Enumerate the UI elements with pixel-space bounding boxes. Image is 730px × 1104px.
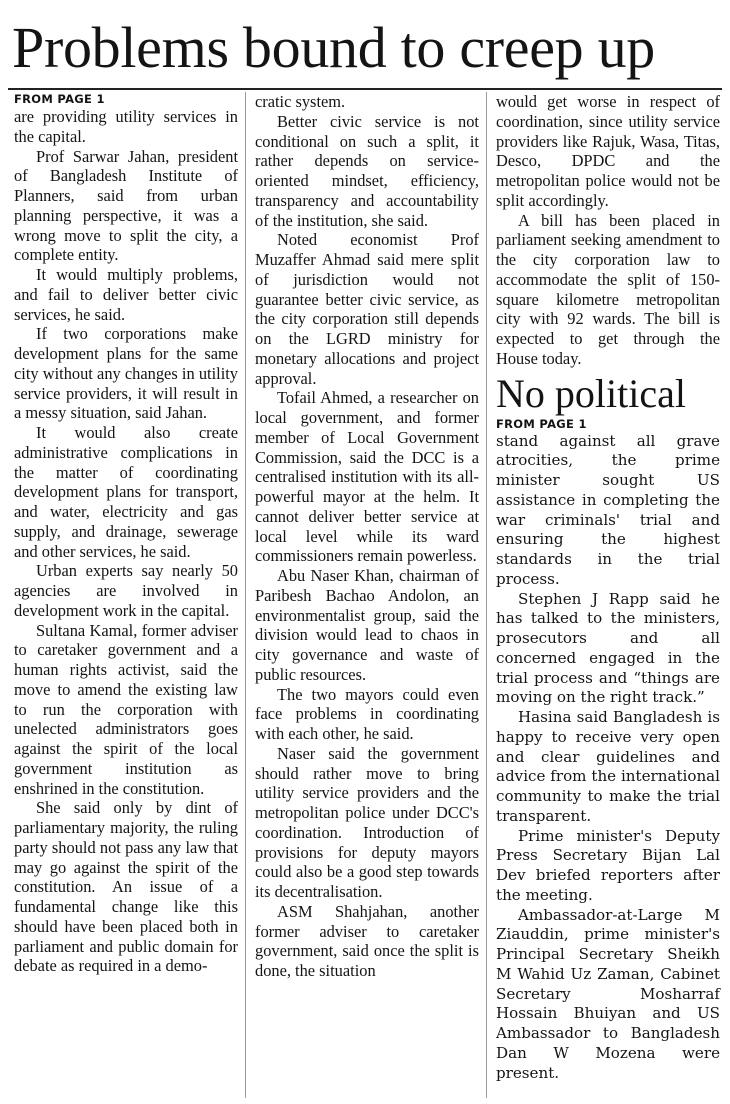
- paragraph: Stephen J Rapp said he has talked to the ministers, prosecutors and all concerned engaged in the trial process and “things are moving on the right track.”: [496, 589, 720, 707]
- continuation-text: would get worse in respect of coordination, since utility service providers like Rajuk, Wasa, Titas, Desco, DPDC and the metropolitan police would not be split accordingly.: [496, 92, 720, 210]
- article-column-1: [14, 92, 238, 976]
- paragraph: If two corporations make development plans for the same city without any changes in utility service providers, it will result in a messy situation, said Jahan.: [14, 324, 238, 423]
- from-page-kicker: FROM PAGE 1: [14, 92, 105, 106]
- article-column-3: [496, 92, 720, 1083]
- paragraph: Sultana Kamal, former adviser to caretaker government and a human rights activist, said the move to amend the existing law to run the corporation with unelected administrators goes against the spirit of the local government institution as enshrined in the constitution.: [14, 620, 238, 798]
- headline-rule: [8, 88, 722, 90]
- paragraph: Prof Sarwar Jahan, president of Bangladesh Institute of Planners, said from urban planning perspective, it was a wrong move to split the city, a complete entity.: [14, 146, 238, 265]
- paragraph: Naser said the government should rather move to bring utility service providers and the metropolitan police under DCC's coordination. Introduction of provisions for deputy mayors could also be a good step towards its decentralisation.: [255, 743, 479, 901]
- continuation-text: stand against all grave atrocities, the prime minister sought US assistance in completing the war criminals' trial and ensuring the highest standards in the trial process.: [496, 431, 720, 588]
- main-headline: Problems bound to creep up: [12, 15, 655, 80]
- paragraph: A bill has been placed in parliament seeking amendment to the city corporation law to accommodate the split of 150-square kilometre metropolitan city with 92 wards. The bill is expected to get through the House today.: [496, 210, 720, 368]
- paragraph: Tofail Ahmed, a researcher on local government, and former member of Local Government Commission, said the DCC is a centralised institution with its all-powerful mayor at the helm. It cannot deliver better service at local level while its ward commissioners remain powerless.: [255, 388, 479, 566]
- paragraph: The two mayors could even face problems in coordinating with each other, he said.: [255, 684, 479, 743]
- second-story-headline: No political: [496, 370, 686, 416]
- paragraph: It would multiply problems, and fail to deliver better civic services, he said.: [14, 265, 238, 324]
- paragraph: She said only by dint of parliamentary majority, the ruling party should not pass any law that may go against the spirit of the constitution. An issue of a fundamental change like this should have been placed both in parliament and public domain for debate as required in a demo-: [14, 798, 238, 976]
- paragraph: Urban experts say nearly 50 agencies are involved in development work in the capital.: [14, 561, 238, 620]
- second-story-body: [496, 432, 720, 1084]
- from-page-kicker: FROM PAGE 1: [496, 416, 587, 431]
- paragraph: ASM Shahjahan, another former adviser to caretaker government, said once the split is done, the situation: [255, 901, 479, 980]
- paragraph: Better civic service is not conditional on such a split, it rather depends on service-oriented mindset, efficiency, transparency and accountability of the institution, she said.: [255, 111, 479, 230]
- paragraph: Prime minister's Deputy Press Secretary Bijan Lal Dev briefed reporters after the meeting.: [496, 826, 720, 904]
- paragraph: Ambassador-at-Large M Ziauddin, prime minister's Principal Secretary Sheikh M Wahid Uz Zaman, Cabinet Secretary Mosharraf Hossain Bhuiyan and US Ambassador to Bangladesh Dan W Mozena were present.: [496, 905, 720, 1082]
- column-divider: [486, 92, 487, 1098]
- paragraph: are providing utility services in the capital.: [14, 107, 238, 146]
- continuation-text: cratic system.: [255, 92, 346, 111]
- paragraph: Abu Naser Khan, chairman of Paribesh Bachao Andolon, an environmentalist group, said the division would lead to chaos in city governance and waste of public resources.: [255, 566, 479, 684]
- paragraph: Noted economist Prof Muzaffer Ahmad said mere split of jurisdiction would not guarantee better civic service, as the city corporation still depends on the LGRD ministry for monetary allocations and project approval.: [255, 230, 479, 388]
- article-column-2: [255, 92, 479, 981]
- paragraph: Hasina said Bangladesh is happy to receive very open and clear guidelines and advice from the international community to make the trial transparent.: [496, 708, 720, 825]
- paragraph: It would also create administrative complications in the matter of coordinating development plans for transport, and water, electricity and gas supply, and drainage, sewerage and other services, he said.: [14, 423, 238, 561]
- column-divider: [245, 92, 246, 1098]
